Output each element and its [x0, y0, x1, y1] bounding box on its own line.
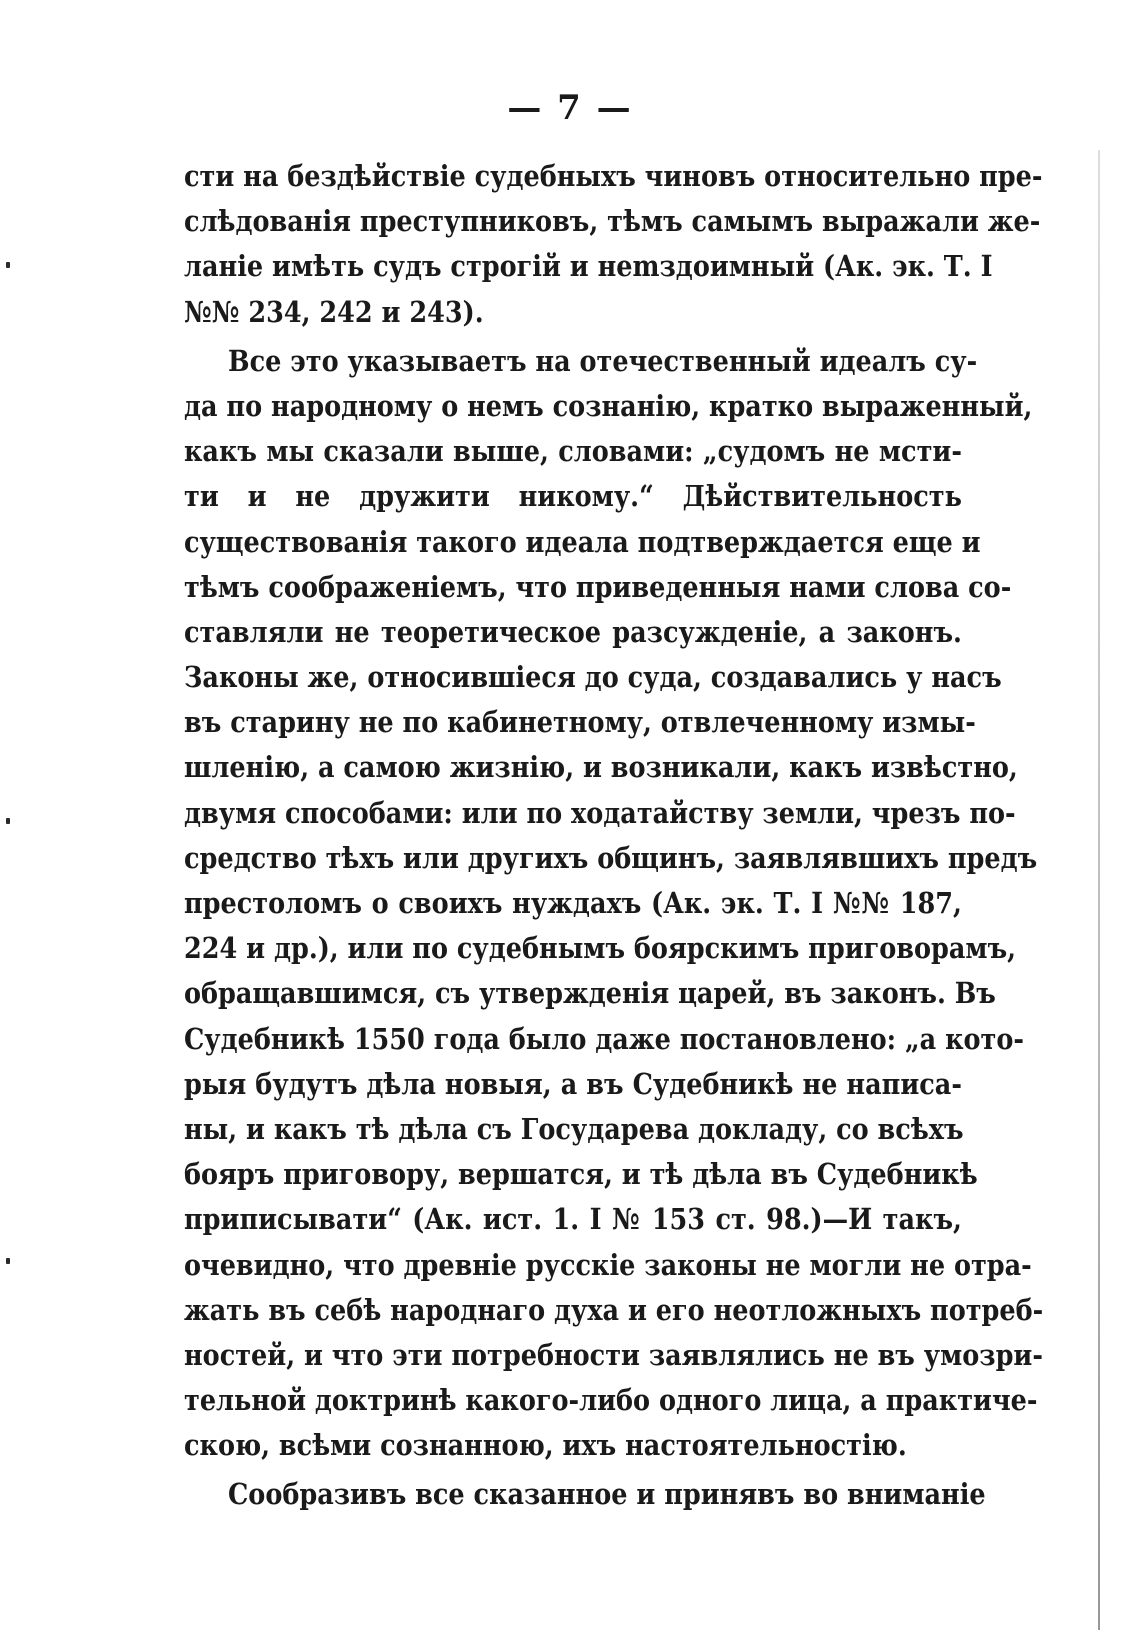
- text-line: №№ 234, 242 и 243).: [184, 294, 484, 329]
- text-line: ланіе имѣть судъ строгій и неmздоимный (Ак. эк. Т. I: [184, 249, 993, 284]
- text-line: средство тѣхъ или другихъ общинъ, заявлявшихъ предъ: [184, 840, 1038, 875]
- text-line: очевидно, что древніе русскіе законы не могли не отра-: [184, 1247, 1032, 1282]
- text-line: жать въ себѣ народнаго духа и его неотложныхъ потреб-: [184, 1292, 1044, 1327]
- text-line: престоломъ о своихъ нуждахъ (Ак. эк. Т. I №№ 187,: [184, 886, 962, 920]
- margin-speck: [6, 818, 10, 824]
- text-line: обращавшимся, съ утвержденія царей, въ законъ. Въ: [184, 976, 996, 1011]
- text-line: существованія такого идеала подтверждается еще и: [184, 524, 981, 559]
- text-line: скою, всѣми сознанною, ихъ настоятельностію.: [184, 1428, 907, 1463]
- text-line: ны, и какъ тѣ дѣла съ Государева докладу, со всѣхъ: [184, 1111, 964, 1146]
- text-line: да по народному о немъ сознанію, кратко выраженный,: [184, 388, 1033, 423]
- margin-speck: [6, 1258, 10, 1264]
- text-line: шленію, а самою жизнію, и возникали, какъ извѣстно,: [184, 750, 1018, 785]
- text-line: ностей, и что эти потребности заявлялись не въ умозри-: [184, 1337, 1043, 1372]
- text-line: приписывати“ (Ак. ист. 1. I № 153 ст. 98.)—И такъ,: [184, 1202, 962, 1237]
- text-line: 224 и др.), или по судебнымъ боярскимъ приговорамъ,: [184, 931, 1017, 966]
- margin-speck: [6, 262, 10, 268]
- text-line: въ старину не по кабинетному, отвлеченному измы-: [184, 705, 976, 740]
- text-line: тѣмъ соображеніемъ, что приведенныя нами слова со-: [184, 569, 1012, 604]
- text-line: ставляли не теоретическое разсужденіе, а законъ.: [184, 614, 962, 649]
- page-number: — 7 —: [507, 88, 633, 128]
- text-line: двумя способами: или по ходатайству земли, чрезъ по-: [184, 795, 1016, 830]
- text-line: Законы же, относившіеся до суда, создавались у насъ: [184, 660, 1002, 695]
- text-line: Все это указываетъ на отечественный идеалъ су-: [228, 343, 978, 378]
- text-line: ти и не дружити никому.“ Дѣйствительность: [184, 479, 962, 514]
- text-line: рыя будутъ дѣла новыя, а въ Судебникѣ не написа-: [184, 1066, 962, 1101]
- page-edge-shadow: [1098, 150, 1100, 1630]
- text-line: тельной доктринѣ какого-либо одного лица, а практиче-: [184, 1383, 1038, 1418]
- text-line: Сообразивъ все сказанное и принявъ во вниманіе: [228, 1477, 986, 1512]
- body-text: [184, 154, 1044, 1518]
- text-line: слѣдованія преступниковъ, тѣмъ самымъ выражали же-: [184, 204, 1041, 239]
- text-line: сти на бездѣйствіе судебныхъ чиновъ относительно пре-: [184, 159, 1043, 193]
- text-line: Судебникѣ 1550 года было даже постановлено: „а кото-: [184, 1021, 1024, 1056]
- text-line: бояръ приговору, вершатся, и тѣ дѣла въ Судебникѣ: [184, 1157, 978, 1192]
- text-line: какъ мы сказали выше, словами: „судомъ не мсти-: [184, 434, 962, 469]
